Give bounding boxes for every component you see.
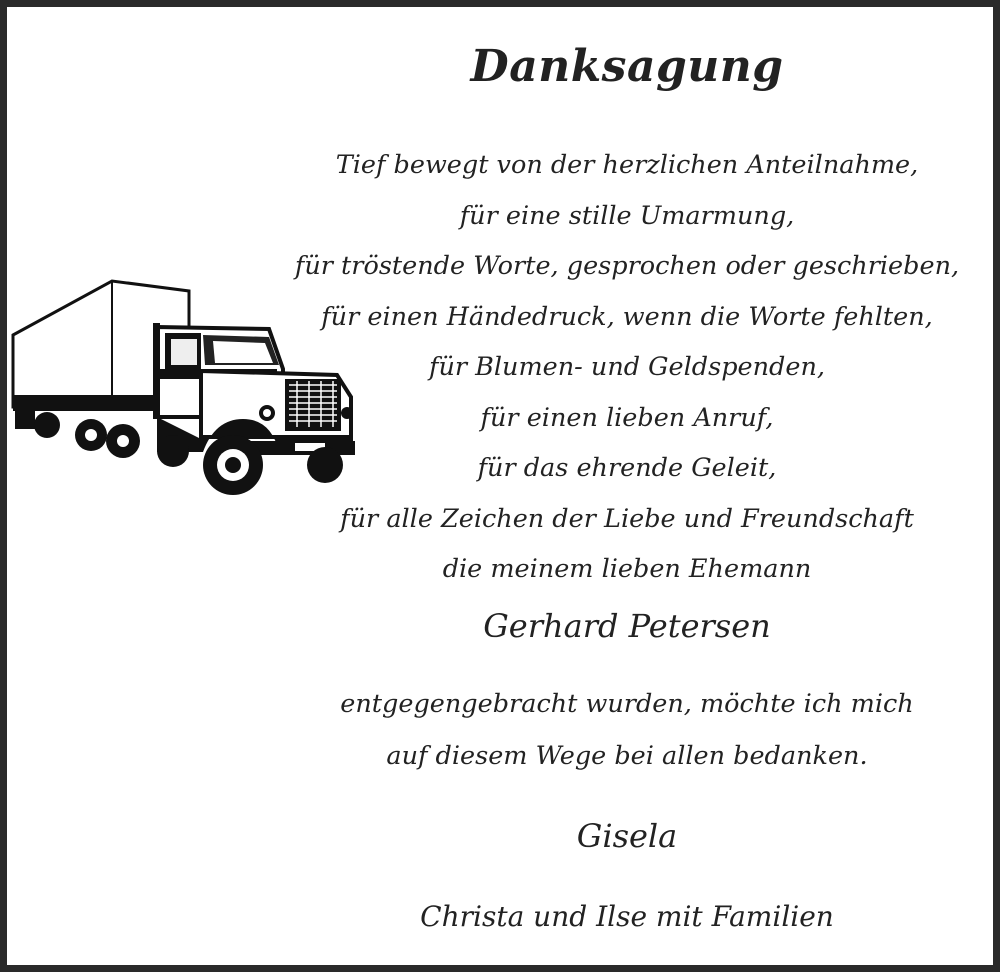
verse-line: für eine stille Umarmung, (459, 200, 795, 231)
verse-line: für einen lieben Anruf, (480, 402, 774, 433)
verse-line: für alle Zeichen der Liebe und Freundschaft (340, 503, 914, 534)
verse-line: für das ehrende Geleit, (477, 453, 777, 483)
verse-line: die meinem lieben Ehemann (442, 554, 812, 584)
verse-line: Tief bewegt von der herzlichen Anteilnahme, (335, 150, 919, 180)
thanks-lines (277, 678, 977, 782)
signer-name: Gisela (576, 817, 678, 855)
verse-line: für Blumen- und Geldspenden, (429, 352, 825, 382)
verse-line: für tröstende Worte, gesprochen oder geschrieben, (294, 251, 960, 281)
thanks-line: auf diesem Wege bei allen bedanken. (386, 741, 868, 771)
deceased-name: Gerhard Petersen (483, 607, 771, 645)
family-line: Christa und Ilse mit Familien (420, 900, 834, 933)
verse-lines (277, 140, 977, 595)
thanks-line: entgegengebracht wurden, möchte ich mich (340, 689, 914, 719)
notice-title: Danksagung (470, 41, 784, 92)
verse-line: für einen Händedruck, wenn die Worte fehlten, (321, 301, 933, 332)
